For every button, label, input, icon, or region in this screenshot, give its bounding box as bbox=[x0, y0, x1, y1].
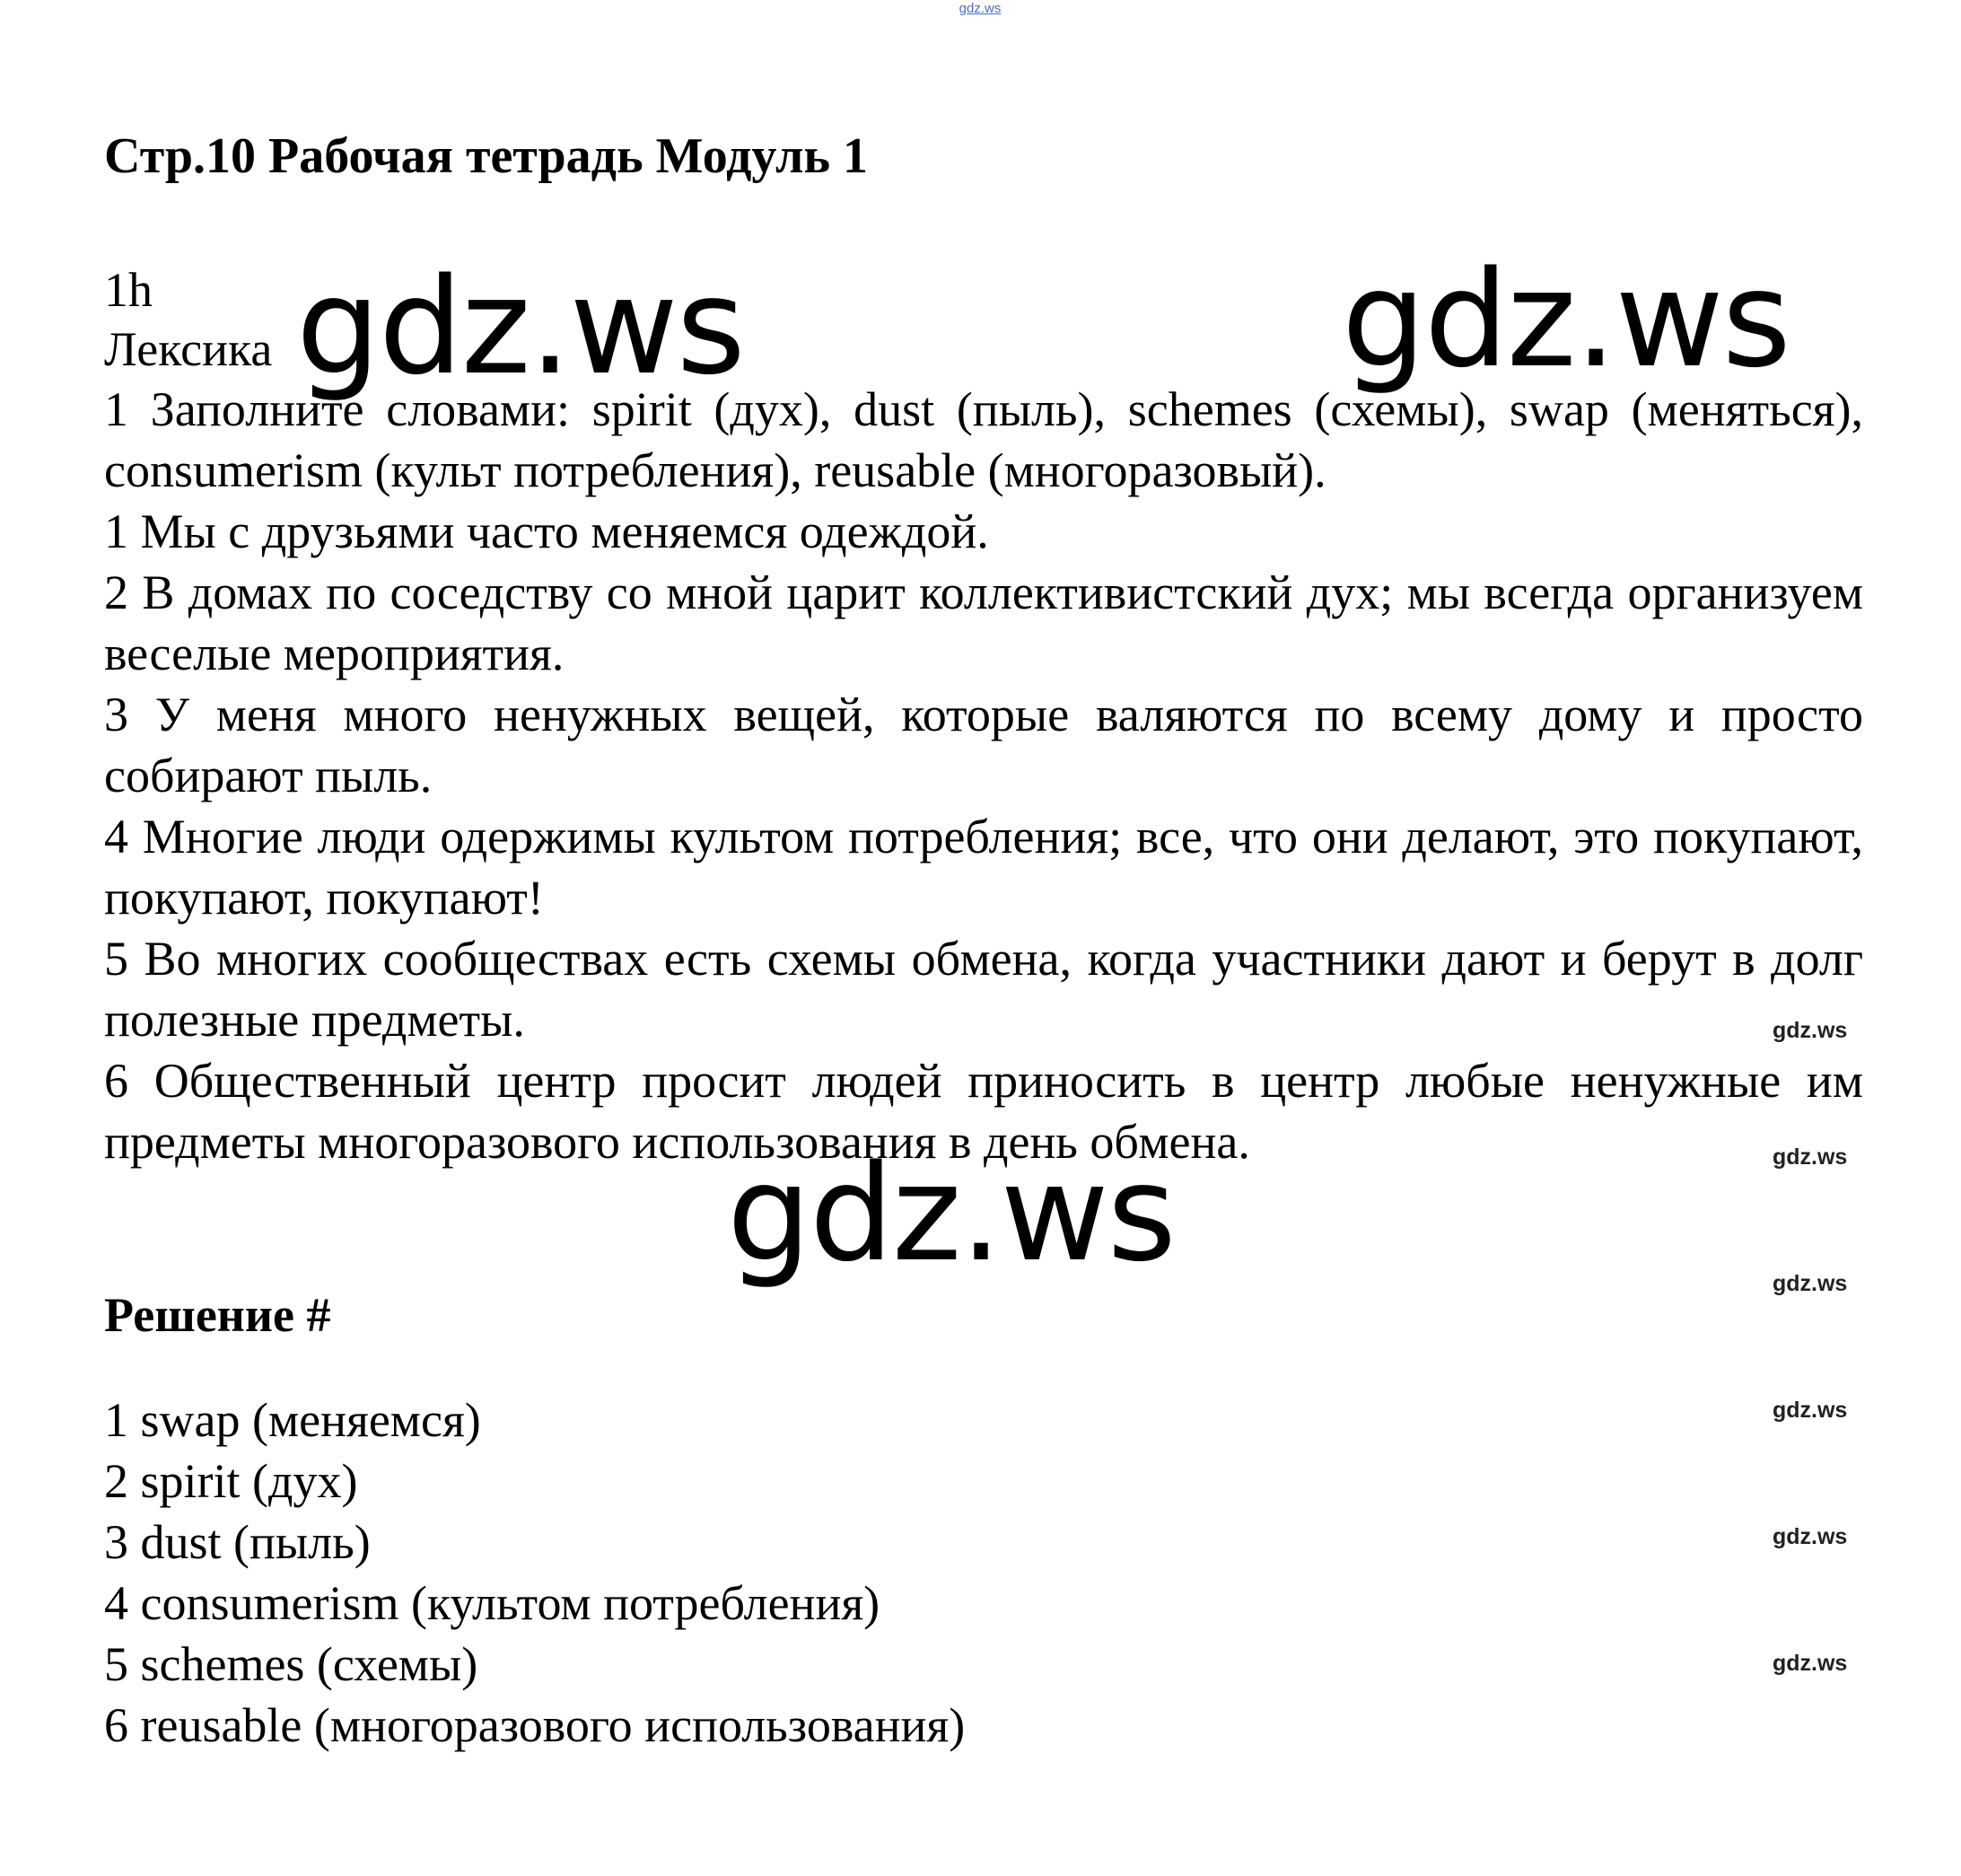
top-watermark-link[interactable]: gdz.ws bbox=[959, 1, 1002, 16]
section-code: 1h bbox=[104, 263, 153, 317]
watermark-large: gdz.ws bbox=[1342, 242, 1790, 397]
watermark-small: gdz.ws bbox=[1773, 1524, 1848, 1549]
watermark-large: gdz.ws bbox=[296, 250, 744, 404]
section-name: Лексика bbox=[104, 322, 273, 376]
watermark-small: gdz.ws bbox=[1773, 1398, 1848, 1423]
answer-item: 6 reusable (многоразового использования) bbox=[104, 1698, 966, 1752]
answer-item: 1 swap (меняемся) bbox=[104, 1393, 481, 1447]
task-sentence: 1 Мы с друзьями часто меняемся одеждой. bbox=[104, 504, 989, 558]
watermark-small: gdz.ws bbox=[1773, 1144, 1848, 1170]
answer-item: 3 dust (пыль) bbox=[104, 1515, 371, 1569]
watermark-small: gdz.ws bbox=[1773, 1651, 1848, 1676]
solution-title: Решение # bbox=[104, 1288, 331, 1342]
answer-item: 2 spirit (дух) bbox=[104, 1454, 358, 1508]
answer-list bbox=[104, 1389, 1863, 1756]
page-title: Стр.10 Рабочая тетрадь Модуль 1 bbox=[104, 128, 869, 184]
task-sentence: 5 Во многих сообществах есть схемы обмена, когда участники дают и берут в долг полезные предметы. bbox=[104, 932, 1863, 1047]
task-sentence: 3 У меня много ненужных вещей, которые валяются по всему дому и просто собирают пыль. bbox=[104, 688, 1863, 802]
watermark-large: gdz.ws bbox=[727, 1136, 1175, 1291]
task-sentence: 4 Многие люди одержимы культом потребления; все, что они делают, это покупают, покупают, покупают! bbox=[104, 810, 1863, 925]
task-sentence: 2 В домах по соседству со мной царит коллективистский дух; мы всегда организуем веселые мероприятия. bbox=[104, 565, 1863, 680]
answer-item: 4 consumerism (культом потребления) bbox=[104, 1576, 880, 1630]
watermark-small: gdz.ws bbox=[1773, 1271, 1848, 1296]
task-sentence: 6 Общественный центр просит людей приносить в центр любые ненужные им предметы многоразового использования в день обмена. bbox=[104, 1054, 1863, 1169]
answer-item: 5 schemes (схемы) bbox=[104, 1637, 478, 1691]
task-instruction: 1 Заполните словами: spirit (дух), dust (пыль), schemes (схемы), swap (меняться), consumerism (культ потребления), reusable (многоразовый). bbox=[104, 382, 1863, 497]
watermark-small: gdz.ws bbox=[1773, 1018, 1848, 1043]
